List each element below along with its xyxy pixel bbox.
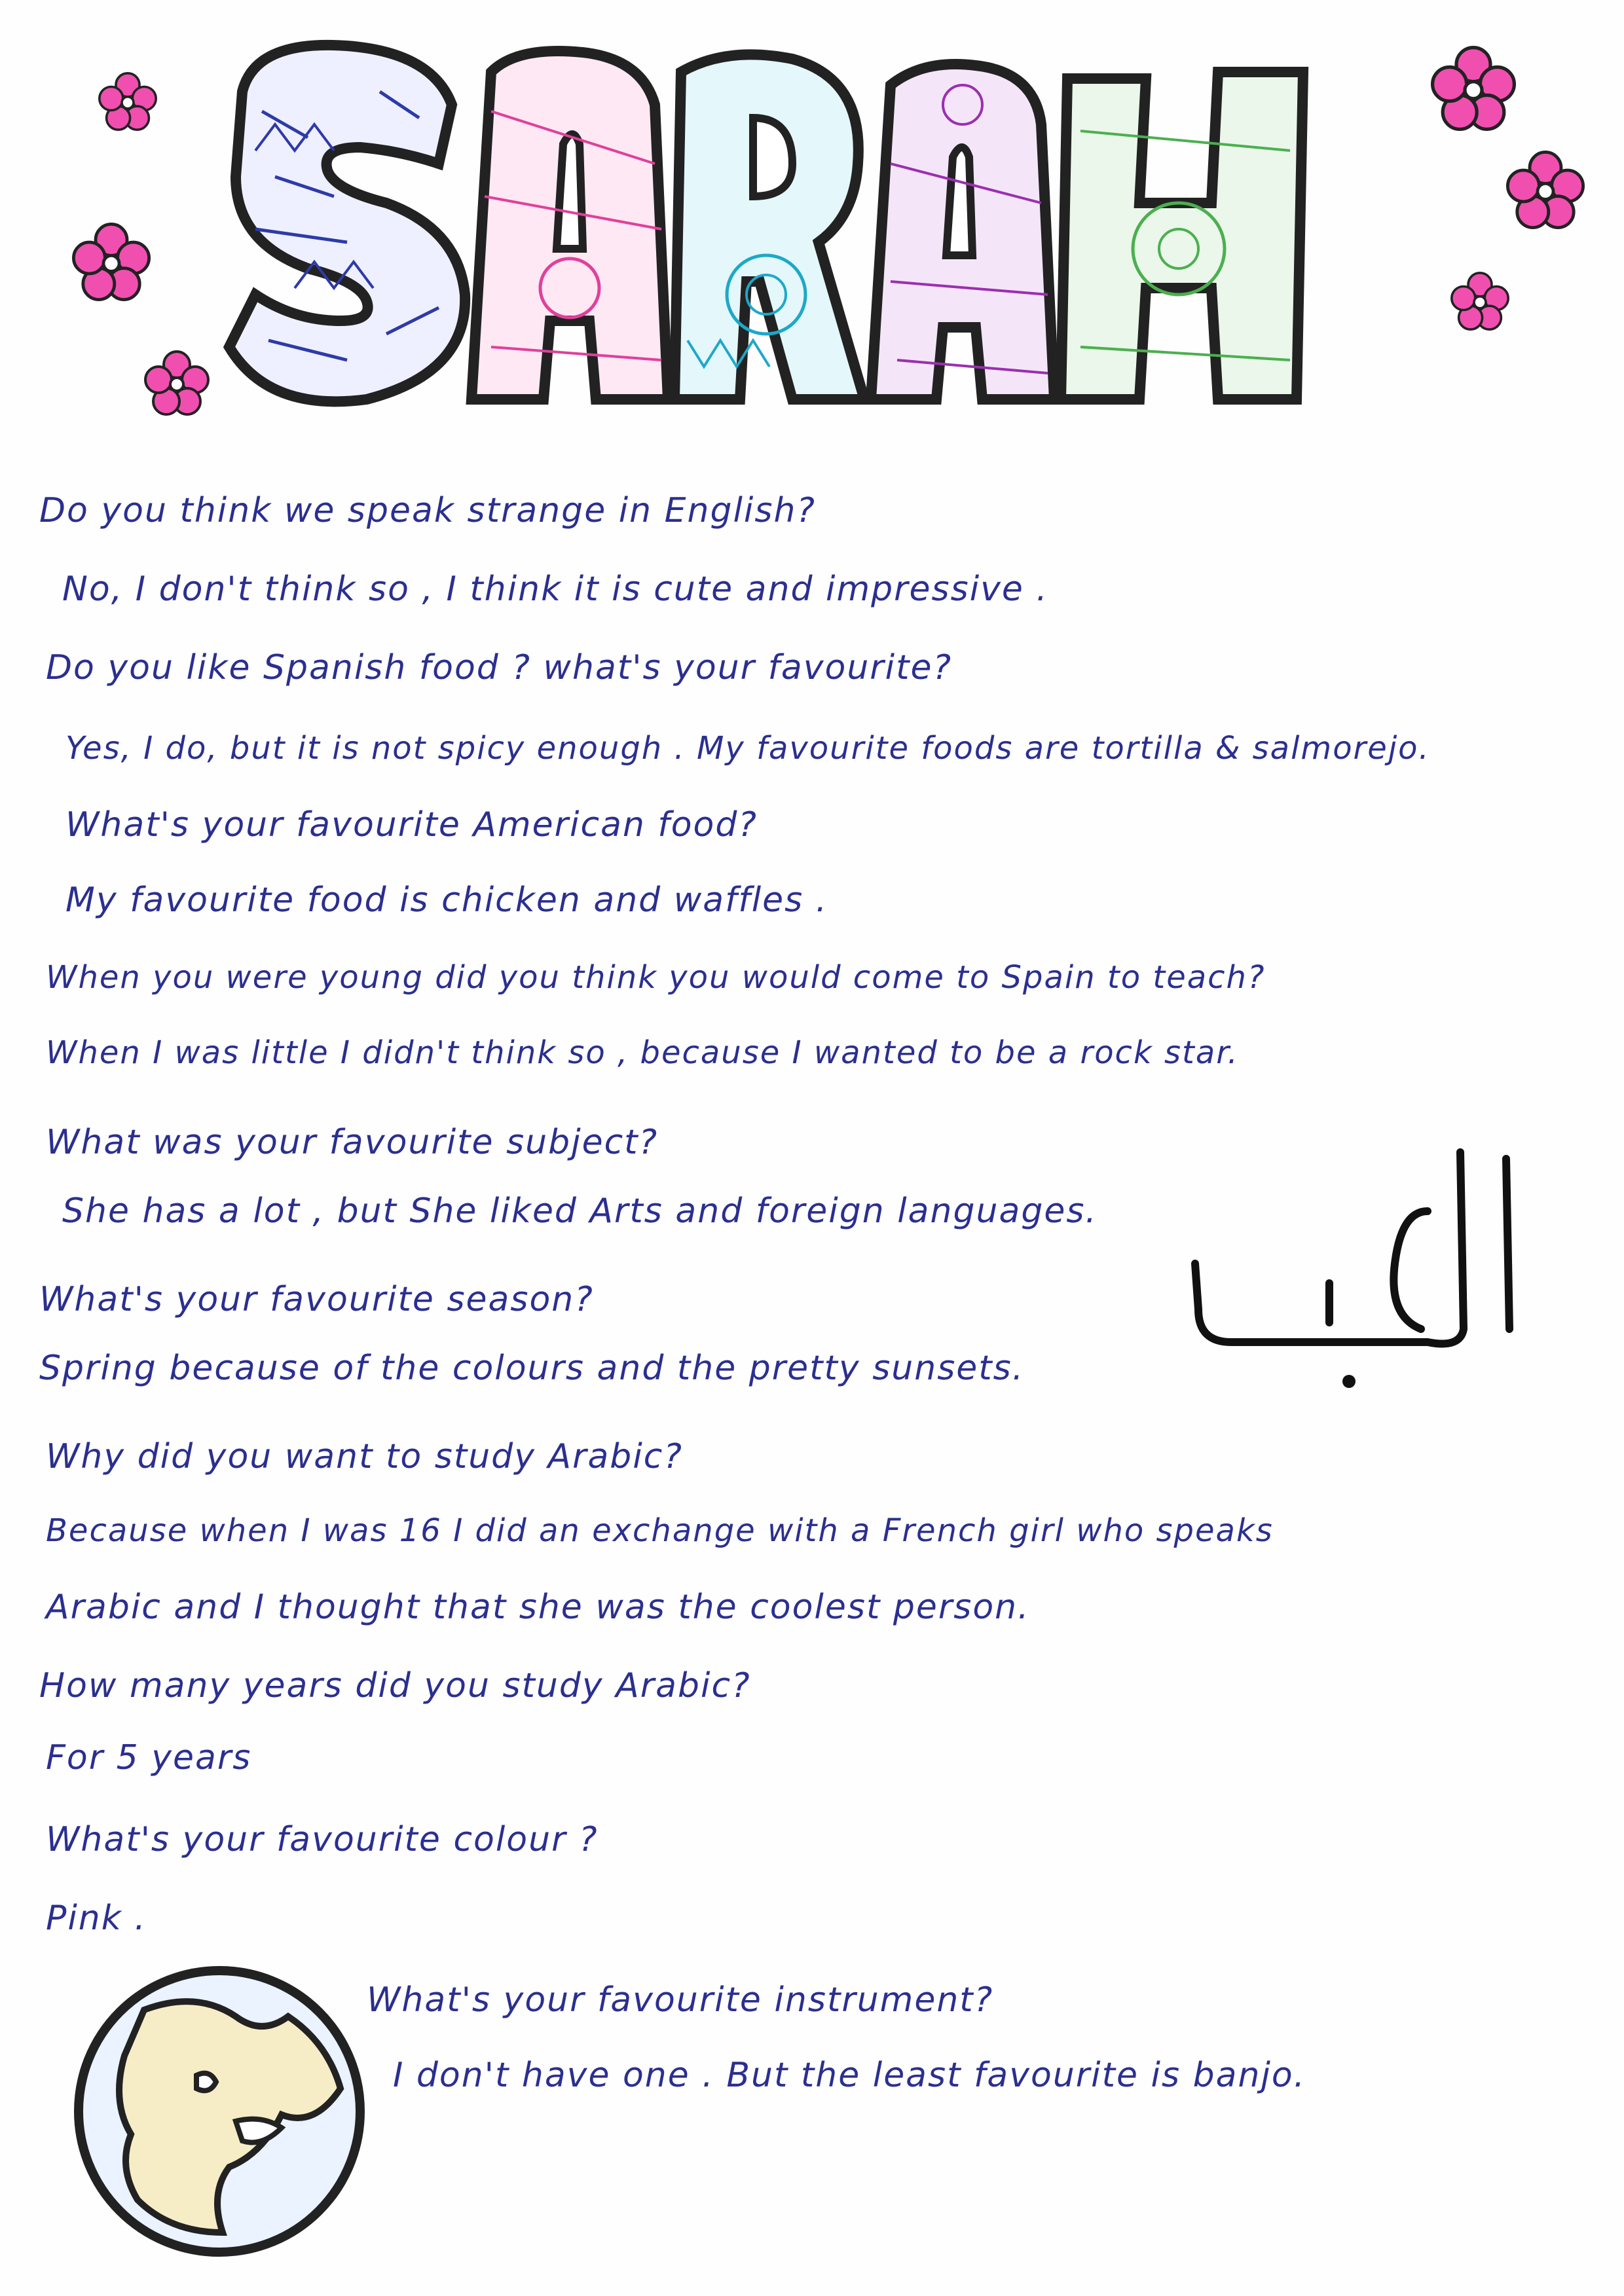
flower-icon xyxy=(1431,46,1516,131)
answer-line: When I was little I didn't think so , because I wanted to be a rock star. xyxy=(46,1034,1239,1071)
flower-icon xyxy=(72,223,151,301)
answer-line: Arabic and I thought that she was the coolest person. xyxy=(46,1588,1030,1627)
question-line: How many years did you study Arabic? xyxy=(39,1666,751,1705)
title-letter-r xyxy=(674,54,864,399)
arabic-word xyxy=(1179,1133,1545,1408)
question-line: What's your favourite instrument? xyxy=(367,1980,994,2020)
question-line: What's your favourite American food? xyxy=(65,805,758,845)
answer-line: She has a lot , but She liked Arts and foreign languages. xyxy=(62,1192,1098,1231)
title-letter-s xyxy=(229,45,465,401)
flower-icon xyxy=(1506,151,1585,229)
globe-icon xyxy=(65,1958,373,2265)
title-letter-h xyxy=(1061,72,1303,399)
answer-line: Yes, I do, but it is not spicy enough . My favourite foods are tortilla & salmorejo. xyxy=(65,730,1430,767)
question-line: Why did you want to study Arabic? xyxy=(46,1437,683,1476)
answer-line: Pink . xyxy=(46,1899,147,1938)
title-sarah xyxy=(216,33,1329,439)
question-line: What's your favourite colour ? xyxy=(46,1820,599,1859)
title-letter-a2 xyxy=(871,64,1054,399)
question-line: When you were young did you think you would come to Spain to teach? xyxy=(46,959,1266,996)
flower-icon xyxy=(98,72,157,131)
flower-icon xyxy=(144,350,210,416)
answer-line: For 5 years xyxy=(46,1738,252,1777)
question-line: Do you think we speak strange in English? xyxy=(39,491,817,530)
answer-line: Because when I was 16 I did an exchange with a French girl who speaks xyxy=(46,1512,1274,1549)
flower-icon xyxy=(1450,272,1509,331)
question-line: What's your favourite season? xyxy=(39,1280,594,1319)
question-line: What was your favourite subject? xyxy=(46,1123,659,1162)
answer-line: My favourite food is chicken and waffles . xyxy=(65,881,828,920)
answer-line: No, I don't think so , I think it is cute and impressive . xyxy=(62,570,1048,609)
answer-line: Spring because of the colours and the pretty sunsets. xyxy=(39,1349,1025,1388)
answer-line: I don't have one . But the least favourite is banjo. xyxy=(393,2056,1306,2095)
title-letter-a1 xyxy=(471,51,668,399)
question-line: Do you like Spanish food ? what's your favourite? xyxy=(46,648,953,687)
